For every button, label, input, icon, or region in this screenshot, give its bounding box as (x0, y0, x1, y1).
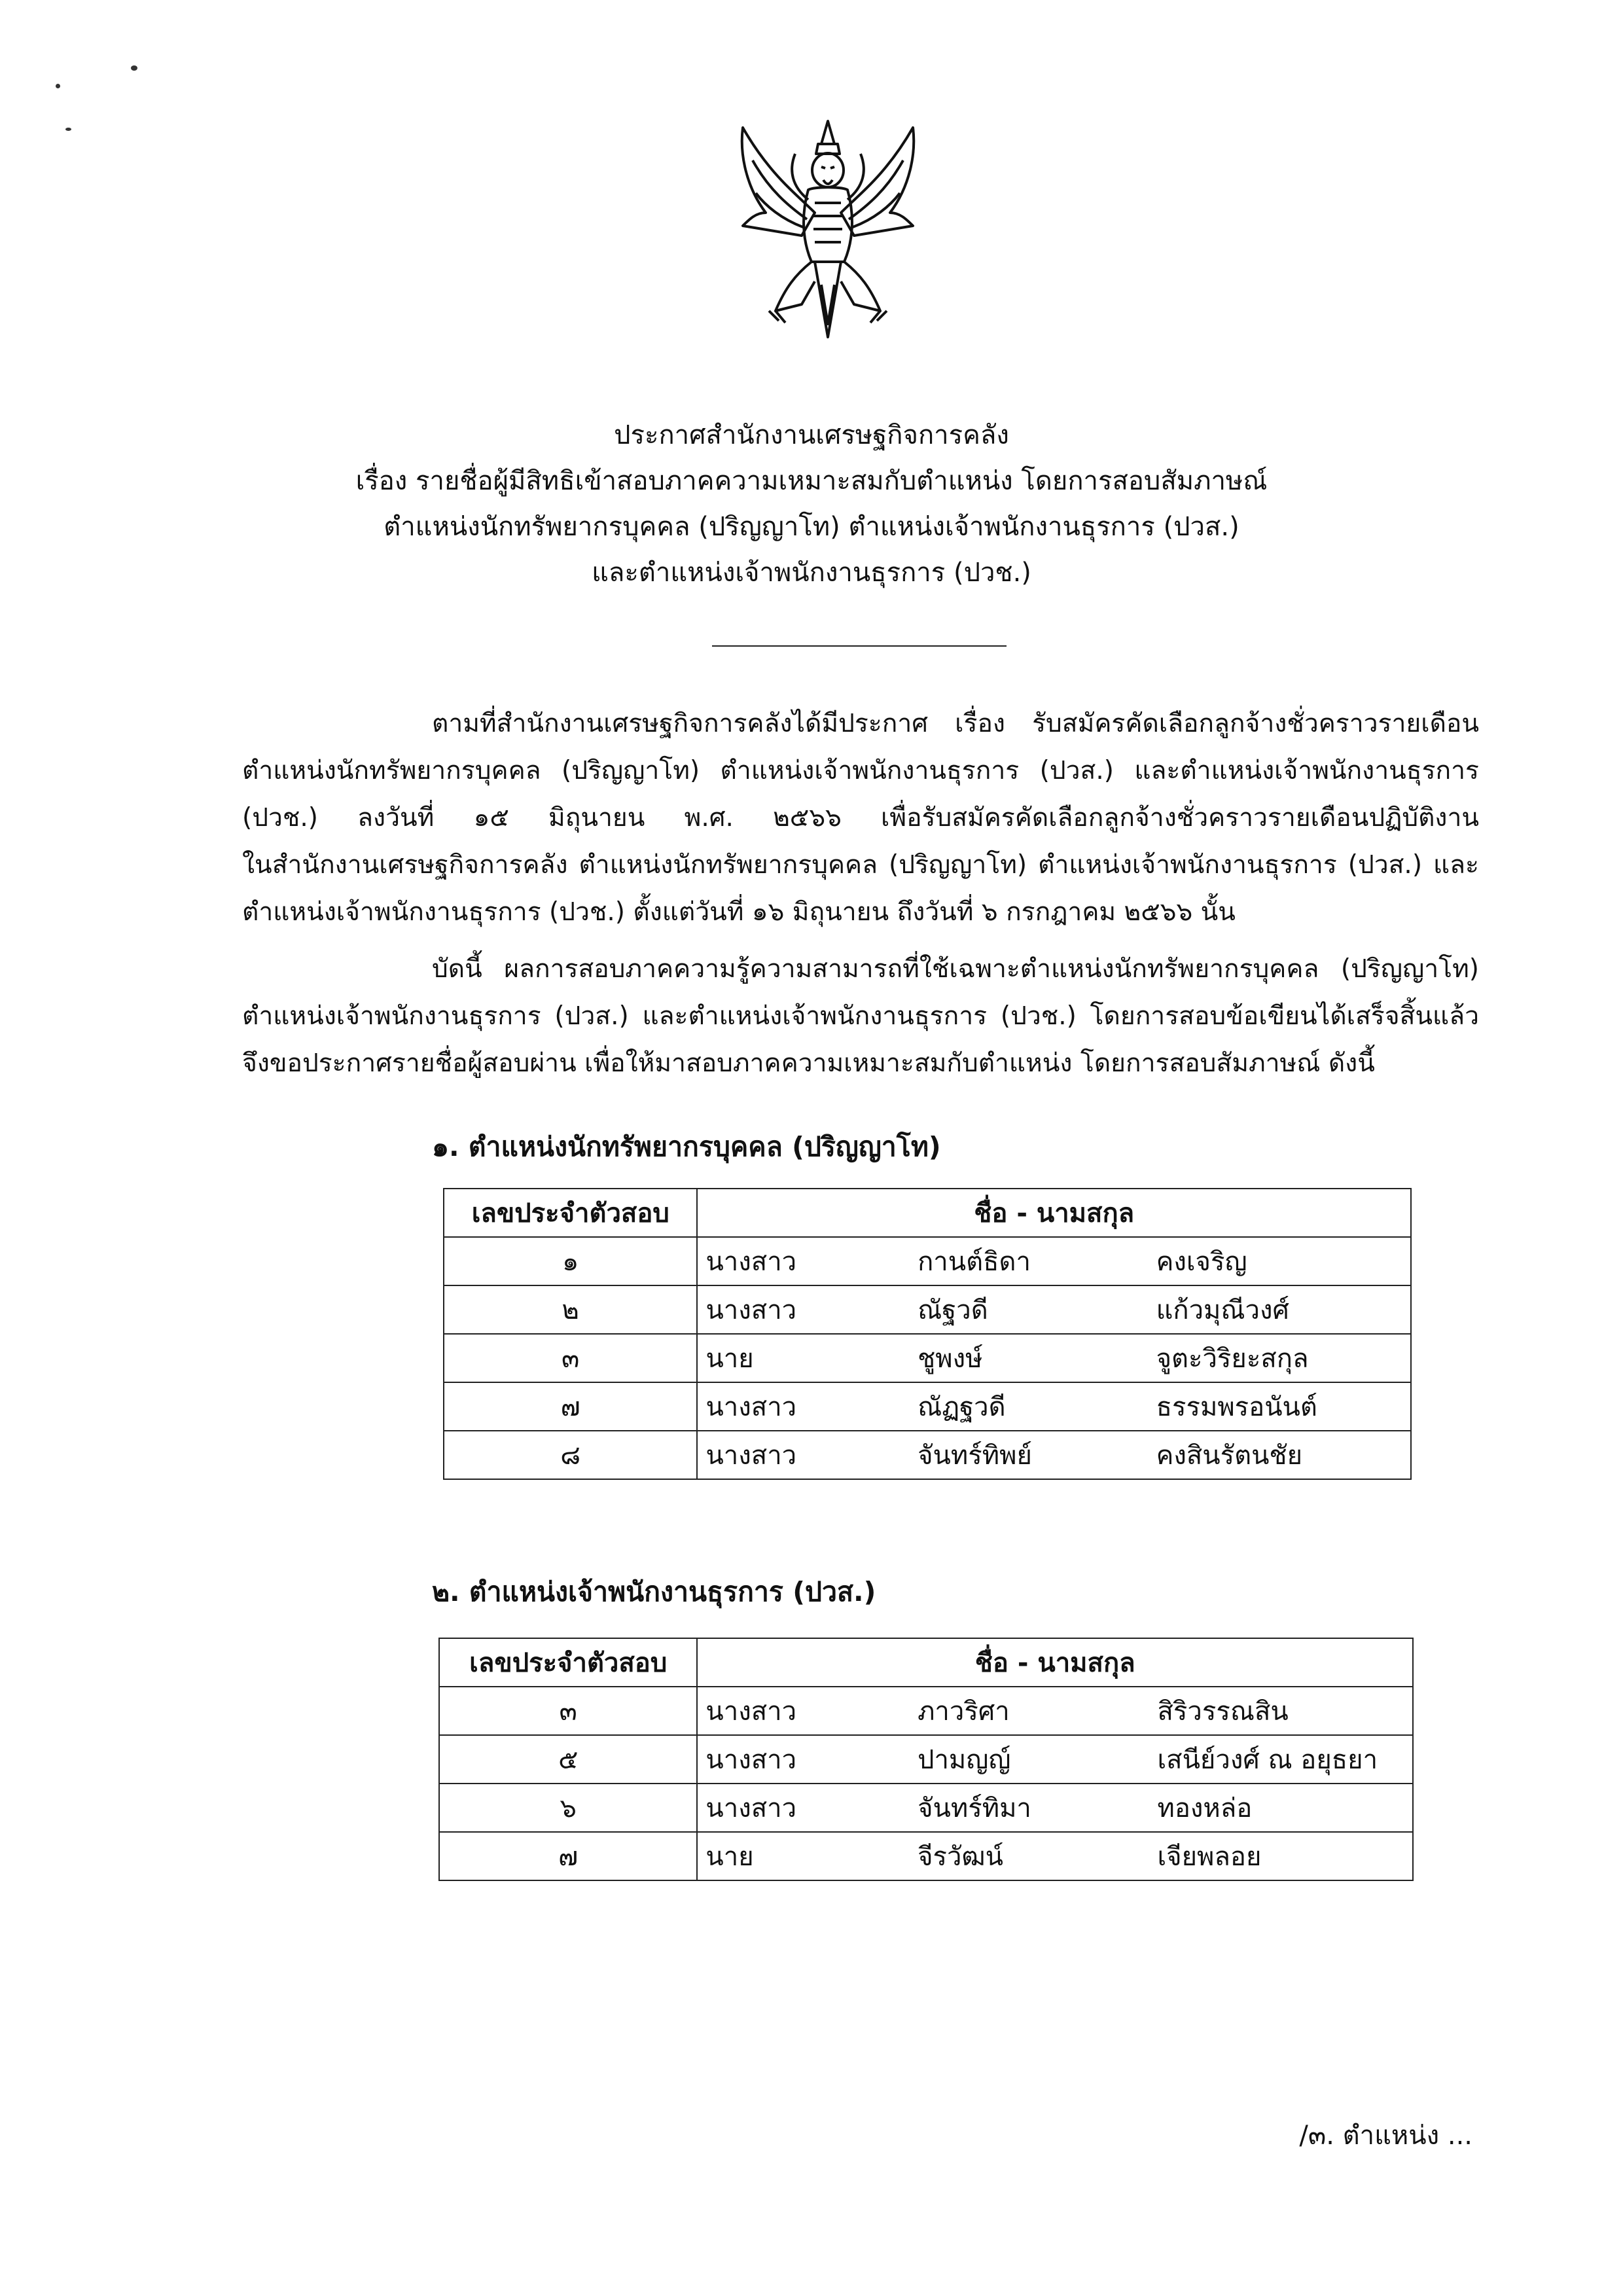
last-name-cell: แก้วมุณีวงศ์ (1149, 1285, 1411, 1334)
title-line-1: ประกาศสำนักงานเศรษฐกิจการคลัง (614, 420, 1009, 450)
section-2-table (438, 1638, 1414, 1881)
first-name-cell: ณัฐวดี (910, 1285, 1148, 1334)
first-name-cell: ชูพงษ์ (910, 1334, 1148, 1382)
table-row (439, 1784, 1413, 1832)
scan-speck (131, 65, 137, 71)
first-name-cell: ณัฏฐวดี (910, 1382, 1148, 1431)
exam-id-cell: ๒ (444, 1285, 697, 1334)
table-row (444, 1431, 1411, 1479)
last-name-cell: ธรรมพรอนันต์ (1149, 1382, 1411, 1431)
exam-id-cell: ๑ (444, 1237, 697, 1285)
name-title-cell: นางสาว (697, 1735, 910, 1784)
paragraph-1-line: ตำแหน่งเจ้าพนักงานธุรการ (ปวช.) ตั้งแต่วันที่ ๑๖ มิถุนายน ถึงวันที่ ๖ กรกฎาคม ๒๕๖๖ นั้น (242, 897, 1236, 927)
name-title-cell: นาย (697, 1334, 910, 1382)
name-title-cell: นางสาว (697, 1687, 910, 1735)
first-name-cell: จีรวัฒน์ (910, 1832, 1149, 1880)
table-row (439, 1687, 1413, 1735)
paragraph-1-line: ตามที่สำนักงานเศรษฐกิจการคลังได้มีประกาศ เรื่อง รับสมัครคัดเลือกลูกจ้างชั่วคราวรายเดือน (432, 709, 1479, 738)
last-name-cell: คงเจริญ (1149, 1237, 1411, 1285)
table-row (444, 1382, 1411, 1431)
last-name-cell: เสนีย์วงศ์ ณ อยุธยา (1150, 1735, 1414, 1784)
table-row (444, 1334, 1411, 1382)
table-row (439, 1735, 1413, 1784)
last-name-cell: สิริวรรณสิน (1150, 1687, 1414, 1735)
exam-id-cell: ๗ (444, 1382, 697, 1431)
column-header-name: ชื่อ - นามสกุล (697, 1189, 1411, 1237)
paragraph-1-line: ตำแหน่งนักทรัพยากรบุคคล (ปริญญาโท) ตำแหน่งเจ้าพนักงานธุรการ (ปวส.) และตำแหน่งเจ้าพนักงานธุรการ (242, 756, 1479, 785)
paragraph-2-line: ตำแหน่งเจ้าพนักงานธุรการ (ปวส.) และตำแหน่งเจ้าพนักงานธุรการ (ปวช.) โดยการสอบข้อเขียนได้เสร็จสิ้นแล้ว (242, 1001, 1479, 1031)
exam-id-cell: ๖ (439, 1784, 697, 1832)
paragraph-1-line: (ปวช.) ลงวันที่ ๑๕ มิถุนายน พ.ศ. ๒๕๖๖ เพื่อรับสมัครคัดเลือกลูกจ้างชั่วคราวรายเดือนปฏิบัติงาน (242, 803, 1479, 833)
first-name-cell: ปามญญ์ (910, 1735, 1149, 1784)
name-title-cell: นางสาว (697, 1431, 910, 1479)
table-header-row (439, 1638, 1413, 1687)
garuda-emblem-icon (730, 115, 926, 350)
announcement-title (196, 412, 1427, 596)
name-title-cell: นาย (697, 1832, 910, 1880)
name-title-cell: นางสาว (697, 1784, 910, 1832)
section-1-table (443, 1188, 1412, 1480)
paragraph-2 (242, 946, 1479, 1087)
name-title-cell: นางสาว (697, 1285, 910, 1334)
table-row (444, 1285, 1411, 1334)
last-name-cell: จูตะวิริยะสกุล (1149, 1334, 1411, 1382)
exam-id-cell: ๓ (439, 1687, 697, 1735)
scan-speck (65, 128, 71, 131)
column-header-id: เลขประจำตัวสอบ (439, 1638, 697, 1687)
title-line-3: ตำแหน่งนักทรัพยากรบุคคล (ปริญญาโท) ตำแหน่งเจ้าพนักงานธุรการ (ปวส.) (383, 512, 1240, 542)
exam-id-cell: ๘ (444, 1431, 697, 1479)
name-title-cell: นางสาว (697, 1237, 910, 1285)
table-row (439, 1832, 1413, 1880)
section-1-heading: ๑. ตำแหน่งนักทรัพยากรบุคคล (ปริญญาโท) (432, 1131, 941, 1162)
title-divider (712, 645, 1007, 647)
paragraph-1 (242, 700, 1479, 936)
scan-speck (56, 84, 60, 88)
name-title-cell: นางสาว (697, 1382, 910, 1431)
table-row (444, 1237, 1411, 1285)
first-name-cell: จันทร์ทิมา (910, 1784, 1149, 1832)
column-header-name: ชื่อ - นามสกุล (697, 1638, 1413, 1687)
last-name-cell: เจียพลอย (1150, 1832, 1414, 1880)
title-line-2: เรื่อง รายชื่อผู้มีสิทธิเข้าสอบภาคความเหมาะสมกับตำแหน่ง โดยการสอบสัมภาษณ์ (355, 466, 1268, 496)
last-name-cell: ทองหล่อ (1150, 1784, 1414, 1832)
table-header-row (444, 1189, 1411, 1237)
first-name-cell: จันทร์ทิพย์ (910, 1431, 1148, 1479)
exam-id-cell: ๗ (439, 1832, 697, 1880)
paragraph-2-line: บัดนี้ ผลการสอบภาคความรู้ความสามารถที่ใช้เฉพาะตำแหน่งนักทรัพยากรบุคคล (ปริญญาโท) (432, 954, 1479, 984)
last-name-cell: คงสินรัตนชัย (1149, 1431, 1411, 1479)
paragraph-2-line: จึงขอประกาศรายชื่อผู้สอบผ่าน เพื่อให้มาสอบภาคความเหมาะสมกับตำแหน่ง โดยการสอบสัมภาษณ์ ดังนี้ (242, 1049, 1375, 1078)
exam-id-cell: ๓ (444, 1334, 697, 1382)
first-name-cell: กานต์ธิดา (910, 1237, 1148, 1285)
first-name-cell: ภาวริศา (910, 1687, 1149, 1735)
section-2-heading: ๒. ตำแหน่งเจ้าพนักงานธุรการ (ปวส.) (432, 1576, 876, 1607)
page-continuation: /๓. ตำแหน่ง ... (1299, 2121, 1472, 2151)
title-line-4: และตำแหน่งเจ้าพนักงานธุรการ (ปวช.) (592, 558, 1031, 588)
exam-id-cell: ๕ (439, 1735, 697, 1784)
column-header-id: เลขประจำตัวสอบ (444, 1189, 697, 1237)
paragraph-1-line: ในสำนักงานเศรษฐกิจการคลัง ตำแหน่งนักทรัพยากรบุคคล (ปริญญาโท) ตำแหน่งเจ้าพนักงานธุรการ (ปวส.) และ (242, 850, 1479, 880)
